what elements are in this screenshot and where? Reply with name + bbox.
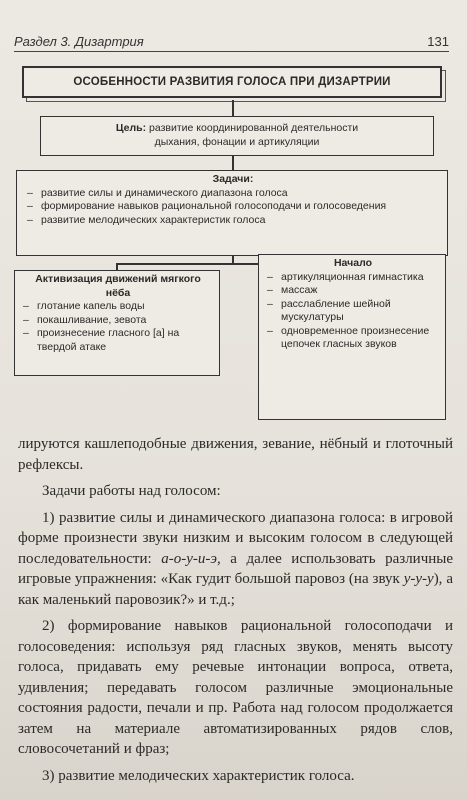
soft-palate-list [23, 300, 213, 354]
paragraph: 2) формирование навыков рациональной голосоподачи и голосоведения: используя ряд гласных звуков, менять высоту голоса, придавать ему речевые интонации вопроса, ответа, удивления; передавать голосом различные эмоциональные состояния радости, печали и пр. Работа над голосом продолжается затем на материале автоматизированных рядов слов, словосочетаний и фраз; [18, 618, 453, 757]
list-item: – массаж [267, 284, 439, 298]
goal-label: Цель: [115, 122, 147, 134]
tasks-label: Задачи: [212, 173, 254, 185]
list-item: – произнесение гласного [а] на твердой атаке [23, 327, 213, 354]
goal-text-2: дыхания, фонации и артикуляции [154, 136, 320, 148]
list-item: – расслабление шейной мускулатуры [267, 298, 439, 325]
vowel-sequence: а-о-у-и-э [161, 550, 217, 567]
soft-palate-label: Активизация движений мягкого нёба [35, 273, 201, 299]
goal-text-1: развитие координированной деятельности [149, 122, 359, 134]
list-item: – развитие силы и динамического диапазона голоса [27, 187, 439, 201]
diagram-title: ОСОБЕННОСТИ РАЗВИТИЯ ГОЛОСА ПРИ ДИЗАРТРИИ [73, 76, 391, 88]
connector-to-left [116, 263, 118, 270]
list-item: – артикуляционная гимнастика [267, 271, 439, 285]
connector-title-goal [232, 100, 234, 116]
diagram-title-box [22, 66, 442, 98]
start-list [267, 271, 439, 352]
tasks-list [27, 187, 439, 228]
page-number: 131 [427, 34, 449, 49]
list-item: – формирование навыков рациональной голосоподачи и голосоведения [27, 200, 439, 214]
paragraph: 3) развитие мелодических характеристик голоса. [42, 767, 355, 784]
paragraph: Задачи работы над голосом: [42, 483, 221, 499]
start-label: Начало [333, 257, 373, 269]
paragraph-text: ), а как маленький паровозик?» и т.д.; [18, 571, 454, 608]
list-item: – глотание капель воды [23, 300, 213, 314]
soft-palate-box [14, 270, 220, 376]
list-item: – развитие мелодических характеристик голоса [27, 214, 439, 228]
paragraph [18, 508, 453, 611]
paragraph-text: , а далее использовать различные игровые упражнения: «Как гудит большой паровоз (на звук [18, 550, 454, 587]
page-header [14, 30, 449, 52]
connector-goal-tasks [232, 156, 234, 170]
tasks-box [16, 170, 448, 256]
goal-box [40, 116, 434, 156]
body-text [18, 434, 453, 792]
paragraph: лируются кашлеподобные движения, зевание, нёбный и глоточный рефлексы. [18, 436, 453, 473]
section-title: Раздел 3. Дизартрия [14, 34, 144, 49]
paragraph-text: 1) развитие силы и динамического диапазона голоса: в игровой форме произнести звуки низким и высоким голосом в следующей последовательности: [18, 509, 453, 567]
start-box [258, 254, 446, 420]
vowel-sequence: у-у-у [403, 571, 434, 587]
list-item: – покашливание, зевота [23, 314, 213, 328]
list-item: – одновременное произнесение цепочек гласных звуков [267, 325, 439, 352]
